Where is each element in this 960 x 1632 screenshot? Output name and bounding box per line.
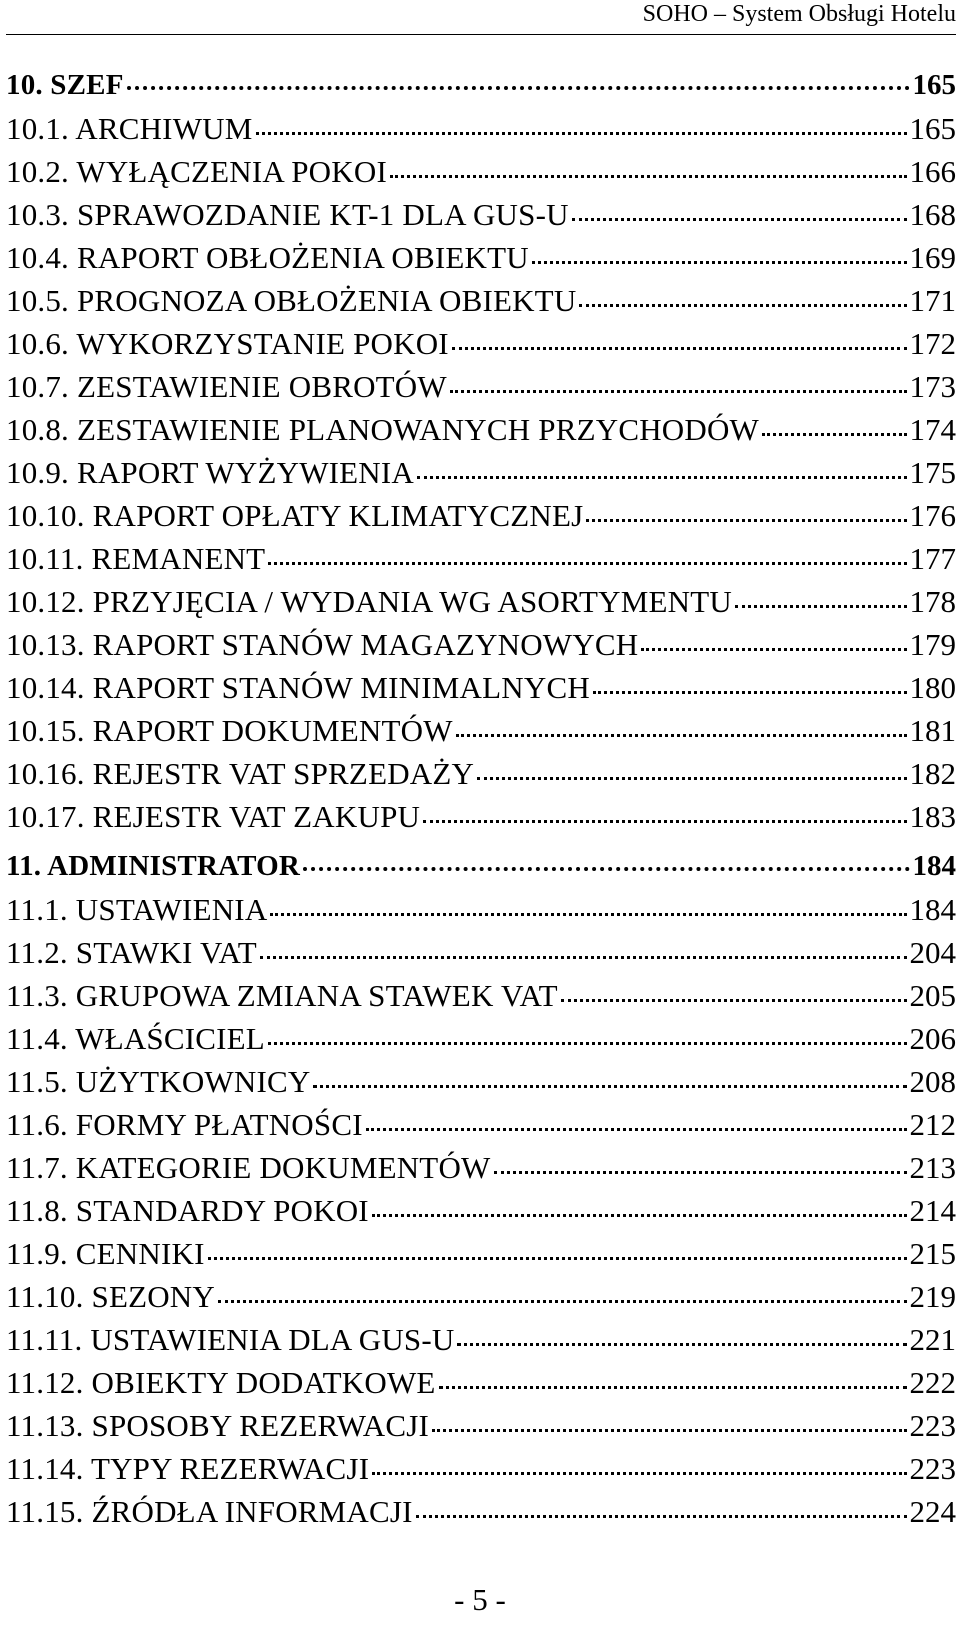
toc-entry-title: 11.9. CENNIKI <box>6 1236 205 1271</box>
toc-entry[interactable] <box>6 451 956 494</box>
toc-entry-title: 11.13. SPOSOBY REZERWACJI <box>6 1408 429 1443</box>
dot-leader <box>450 389 907 393</box>
dot-leader <box>366 1127 907 1131</box>
toc-entry-page-number: 171 <box>909 283 956 318</box>
toc-entry-title: 11. ADMINISTRATOR <box>6 850 300 882</box>
toc-entry-title: 11.8. STANDARDY POKOI <box>6 1193 369 1228</box>
toc-entry[interactable] <box>6 1146 956 1189</box>
dot-leader <box>456 733 907 737</box>
toc-entry-title: 10.6. WYKORZYSTANIE POKOI <box>6 326 449 361</box>
dot-leader <box>579 303 906 307</box>
dot-leader <box>457 1342 906 1346</box>
dot-leader <box>208 1256 907 1260</box>
toc-entry-page-number: 177 <box>909 541 956 576</box>
toc-entry[interactable] <box>6 494 956 537</box>
dot-leader <box>313 1084 906 1088</box>
toc-entry-title: 10.11. REMANENT <box>6 541 266 576</box>
toc-entry[interactable] <box>6 322 956 365</box>
toc-entry-title: 11.11. USTAWIENIA DLA GUS-U <box>6 1322 455 1357</box>
toc-entry-title: 11.7. KATEGORIE DOKUMENTÓW <box>6 1150 491 1185</box>
toc-entry-page-number: 168 <box>909 197 956 232</box>
toc-entry-page-number: 184 <box>912 850 956 882</box>
toc-entry-title: 10.10. RAPORT OPŁATY KLIMATYCZNEJ <box>6 498 584 533</box>
toc-entry-page-number: 176 <box>909 498 956 533</box>
toc-entry-page-number: 222 <box>909 1365 956 1400</box>
toc-entry-page-number: 219 <box>909 1279 956 1314</box>
toc-entry[interactable] <box>6 193 956 236</box>
toc-entry-page-number: 165 <box>912 69 956 101</box>
dot-leader <box>439 1385 907 1389</box>
toc-entry-page-number: 213 <box>909 1150 956 1185</box>
toc-entry-page-number: 221 <box>909 1322 956 1357</box>
toc-entry-page-number: 179 <box>909 627 956 662</box>
toc-entry-title: 11.4. WŁAŚCICIEL <box>6 1021 265 1056</box>
toc-entry-title: 10.4. RAPORT OBŁOŻENIA OBIEKTU <box>6 240 529 275</box>
toc-entry-page-number: 183 <box>909 799 956 834</box>
dot-leader <box>416 1514 907 1518</box>
toc-entry-page-number: 178 <box>909 584 956 619</box>
toc-entry-title: 10.14. RAPORT STANÓW MINIMALNYCH <box>6 670 590 705</box>
dot-leader <box>423 819 906 823</box>
dot-leader <box>268 1041 907 1045</box>
dot-leader <box>256 131 907 135</box>
toc-entry[interactable] <box>6 236 956 279</box>
toc-entry[interactable] <box>6 666 956 709</box>
toc-entry-page-number: 205 <box>909 978 956 1013</box>
toc-entry-page-number: 204 <box>909 935 956 970</box>
toc-entry-page-number: 180 <box>909 670 956 705</box>
toc-entry[interactable] <box>6 795 956 838</box>
toc-entry[interactable] <box>6 752 956 795</box>
dot-leader <box>452 346 907 350</box>
toc-entry-title: 10.8. ZESTAWIENIE PLANOWANYCH PRZYCHODÓW <box>6 412 759 447</box>
header-title: SOHO – System Obsługi Hotelu <box>642 1 956 27</box>
toc-entry[interactable] <box>6 150 956 193</box>
dot-leader <box>735 604 907 608</box>
toc-entry[interactable] <box>6 888 956 931</box>
toc-entry-page-number: 172 <box>909 326 956 361</box>
toc-entry[interactable] <box>6 537 956 580</box>
header-divider <box>6 34 956 35</box>
toc-entry[interactable] <box>6 1275 956 1318</box>
toc-entry-page-number: 208 <box>909 1064 956 1099</box>
toc-entry[interactable] <box>6 1404 956 1447</box>
toc-entry[interactable] <box>6 279 956 322</box>
toc-entry[interactable] <box>6 580 956 623</box>
toc-entry[interactable] <box>6 1189 956 1232</box>
toc-entry[interactable] <box>6 1017 956 1060</box>
toc-entry-title: 10.13. RAPORT STANÓW MAGAZYNOWYCH <box>6 627 639 662</box>
dot-leader <box>270 912 906 916</box>
toc-entry-title: 11.10. SEZONY <box>6 1279 215 1314</box>
toc-entry[interactable] <box>6 1447 956 1490</box>
toc-entry-title: 10.5. PROGNOZA OBŁOŻENIA OBIEKTU <box>6 283 577 318</box>
dot-leader <box>762 432 907 436</box>
toc-entry-page-number: 215 <box>909 1236 956 1271</box>
dot-leader <box>532 260 907 264</box>
toc-entry-title: 10. SZEF <box>6 69 124 101</box>
toc-entry[interactable] <box>6 1060 956 1103</box>
table-of-contents <box>6 64 956 1533</box>
toc-entry-page-number: 206 <box>909 1021 956 1056</box>
toc-entry[interactable] <box>6 365 956 408</box>
toc-entry[interactable] <box>6 623 956 666</box>
toc-entry-page-number: 214 <box>909 1193 956 1228</box>
dot-leader <box>561 998 907 1002</box>
toc-entry[interactable] <box>6 408 956 451</box>
dot-leader <box>390 174 907 178</box>
toc-entry-title: 11.2. STAWKI VAT <box>6 935 257 970</box>
toc-entry[interactable] <box>6 1361 956 1404</box>
toc-entry-page-number: 223 <box>909 1408 956 1443</box>
toc-entry-title: 11.3. GRUPOWA ZMIANA STAWEK VAT <box>6 978 558 1013</box>
dot-leader <box>641 647 906 651</box>
toc-entry-title: 10.1. ARCHIWUM <box>6 111 253 146</box>
toc-entry-page-number: 181 <box>909 713 956 748</box>
toc-entry-title: 10.9. RAPORT WYŻYWIENIA <box>6 455 415 490</box>
dot-leader <box>586 518 906 522</box>
toc-entry-title: 10.15. RAPORT DOKUMENTÓW <box>6 713 453 748</box>
dot-leader <box>572 217 907 221</box>
toc-entry-page-number: 212 <box>909 1107 956 1142</box>
dot-leader <box>477 776 906 780</box>
toc-entry-page-number: 173 <box>909 369 956 404</box>
toc-entry-title: 11.6. FORMY PŁATNOŚCI <box>6 1107 363 1142</box>
toc-entry-title: 10.16. REJESTR VAT SPRZEDAŻY <box>6 756 475 791</box>
dot-leader <box>127 85 910 90</box>
toc-entry[interactable] <box>6 931 956 974</box>
dot-leader <box>268 561 906 565</box>
toc-entry[interactable] <box>6 107 956 150</box>
toc-entry[interactable] <box>6 974 956 1017</box>
dot-leader <box>260 955 907 959</box>
toc-entry-title: 11.5. UŻYTKOWNICY <box>6 1064 311 1099</box>
toc-entry-title: 10.2. WYŁĄCZENIA POKOI <box>6 154 387 189</box>
toc-chapter-entry[interactable] <box>6 845 956 888</box>
dot-leader <box>494 1170 907 1174</box>
dot-leader <box>218 1299 907 1303</box>
toc-entry-page-number: 182 <box>909 756 956 791</box>
toc-entry[interactable] <box>6 1490 956 1533</box>
toc-entry[interactable] <box>6 709 956 752</box>
toc-entry-title: 11.12. OBIEKTY DODATKOWE <box>6 1365 436 1400</box>
toc-entry-title: 10.3. SPRAWOZDANIE KT-1 DLA GUS-U <box>6 197 569 232</box>
toc-entry-title: 11.15. ŹRÓDŁA INFORMACJI <box>6 1494 413 1529</box>
dot-leader <box>303 866 910 871</box>
toc-entry-page-number: 174 <box>909 412 956 447</box>
dot-leader <box>372 1471 906 1475</box>
toc-entry-page-number: 169 <box>909 240 956 275</box>
toc-entry-title: 10.17. REJESTR VAT ZAKUPU <box>6 799 421 834</box>
toc-entry-page-number: 184 <box>909 892 956 927</box>
dot-leader <box>372 1213 907 1217</box>
toc-entry-title: 11.1. USTAWIENIA <box>6 892 268 927</box>
toc-entry[interactable] <box>6 1103 956 1146</box>
toc-entry-page-number: 223 <box>909 1451 956 1486</box>
toc-entry-page-number: 165 <box>909 111 956 146</box>
dot-leader <box>593 690 907 694</box>
toc-entry-page-number: 224 <box>909 1494 956 1529</box>
toc-entry-page-number: 175 <box>909 455 956 490</box>
toc-entry-title: 10.7. ZESTAWIENIE OBROTÓW <box>6 369 447 404</box>
toc-entry-page-number: 166 <box>909 154 956 189</box>
dot-leader <box>432 1428 907 1432</box>
page-number: - 5 - <box>454 1582 506 1617</box>
toc-chapter-entry[interactable] <box>6 64 956 107</box>
dot-leader <box>417 475 906 479</box>
toc-entry-title: 10.12. PRZYJĘCIA / WYDANIA WG ASORTYMENTU <box>6 584 732 619</box>
toc-entry[interactable] <box>6 1318 956 1361</box>
toc-entry-title: 11.14. TYPY REZERWACJI <box>6 1451 370 1486</box>
toc-entry[interactable] <box>6 1232 956 1275</box>
